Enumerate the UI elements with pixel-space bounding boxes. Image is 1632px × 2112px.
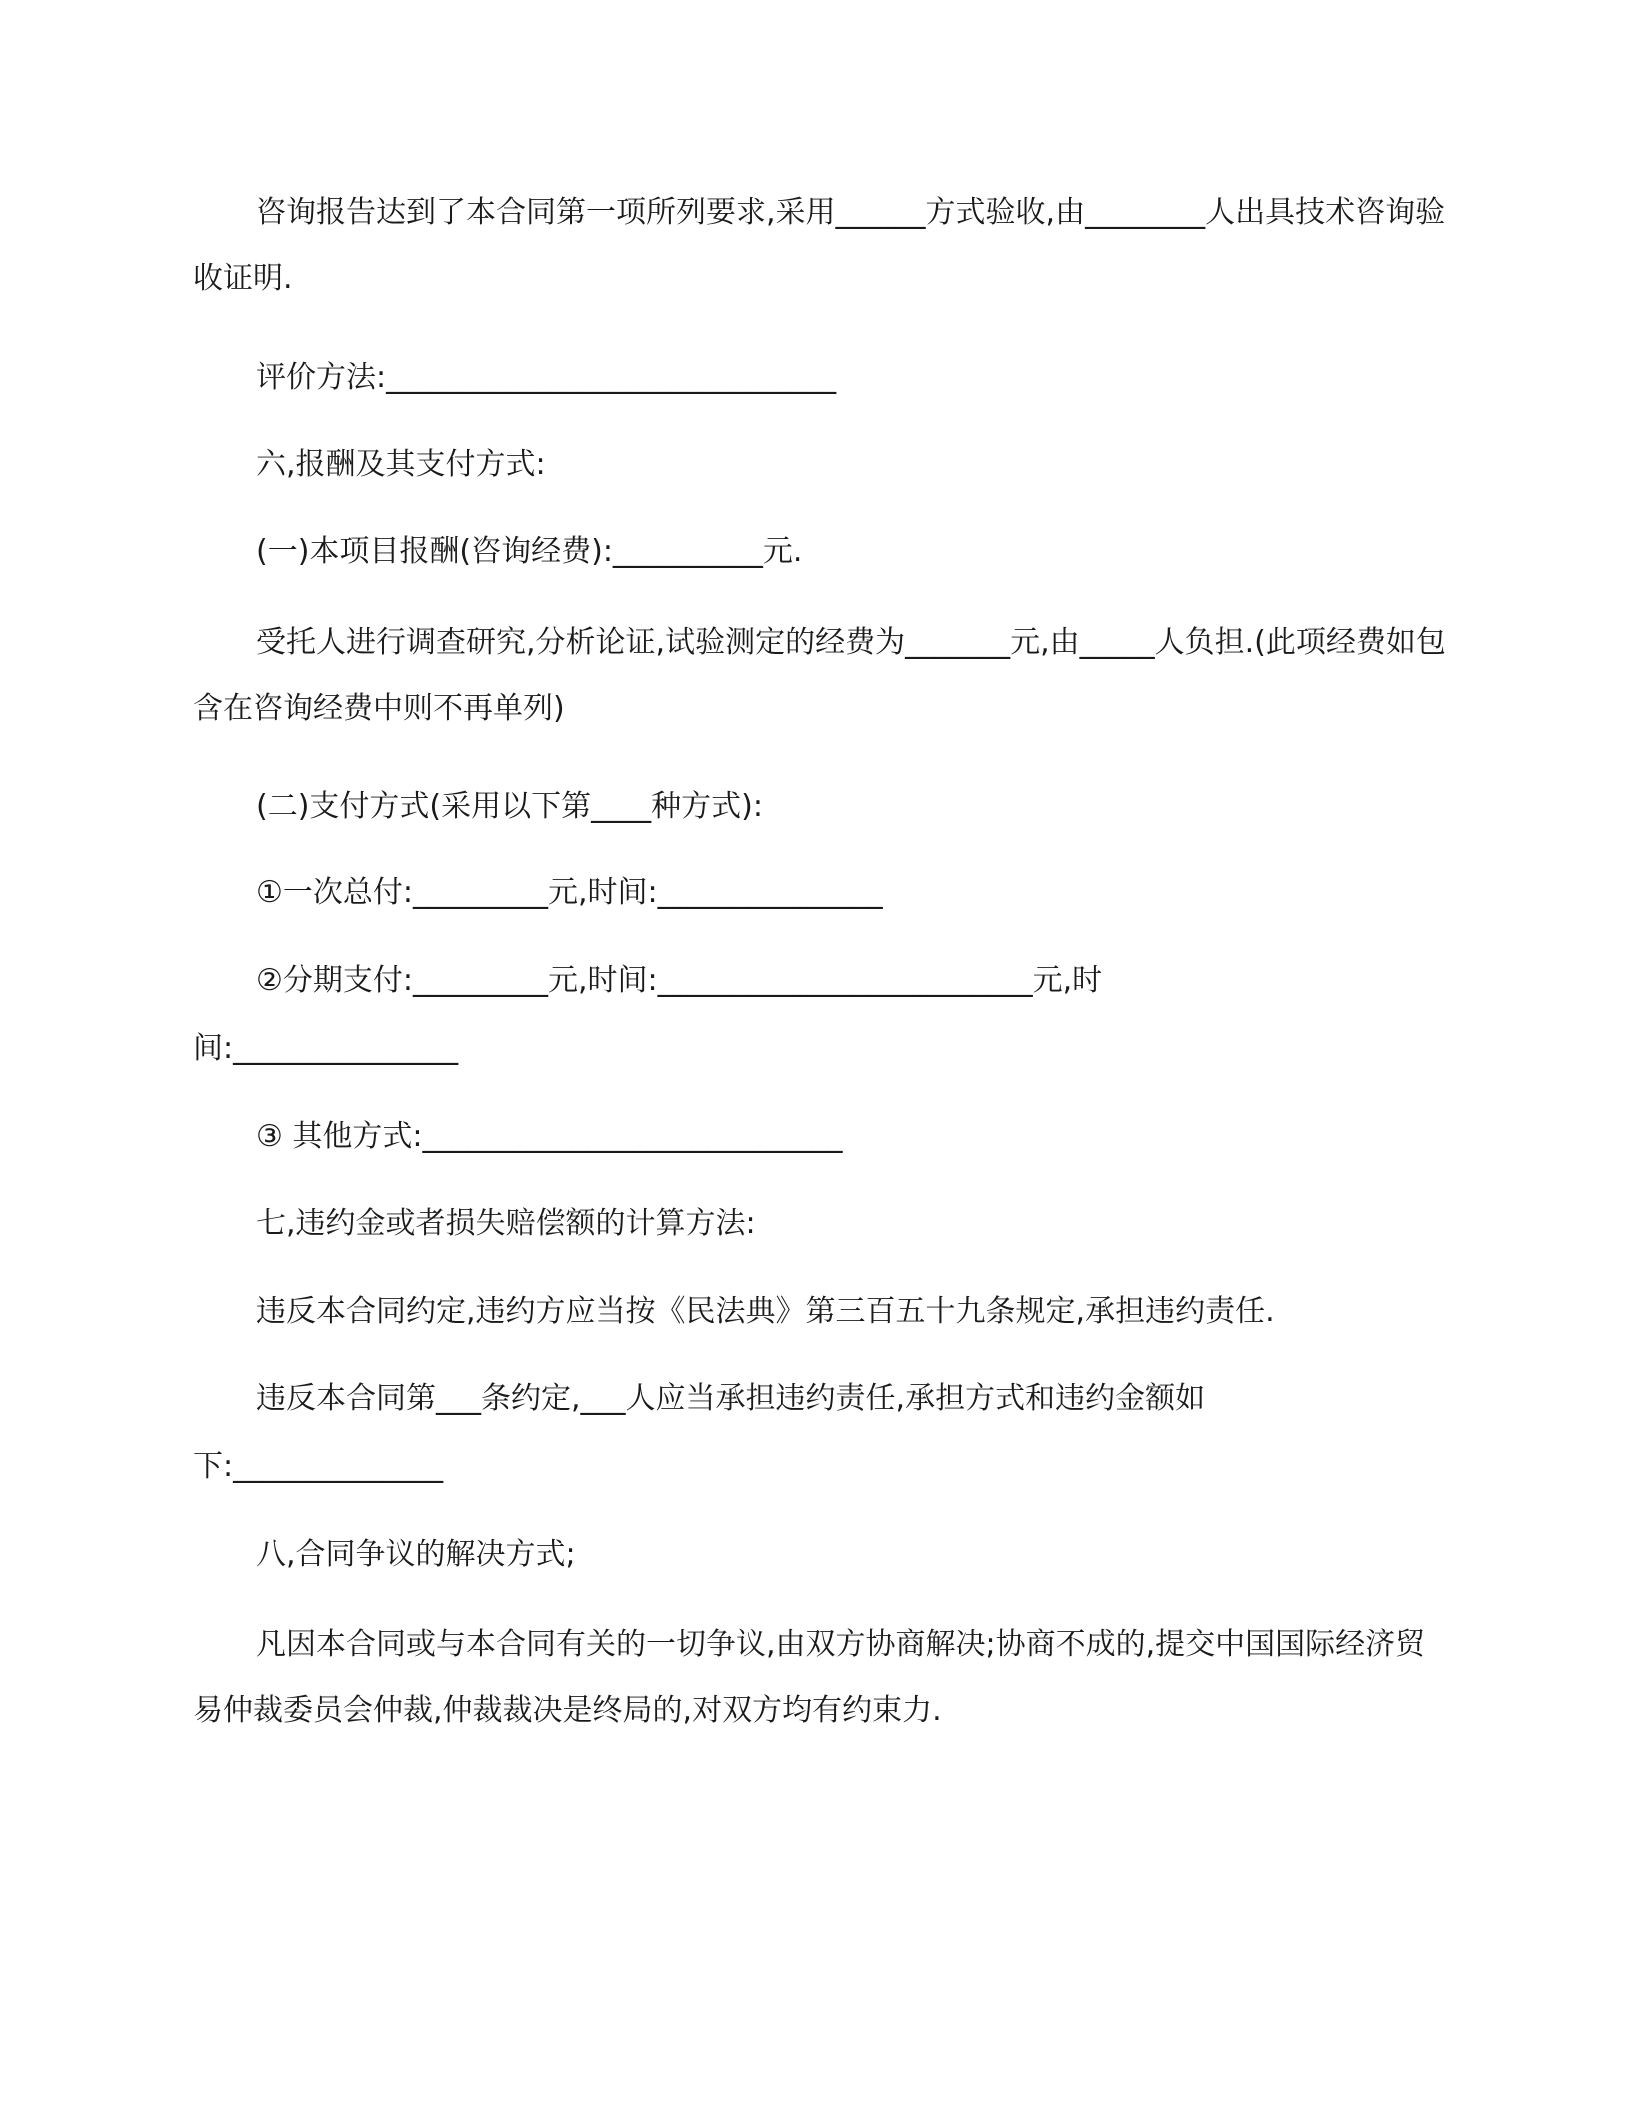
paragraph-civil-code-liability: 违反本合同约定,违约方应当按《民法典》第三百五十九条规定,承担违约责任. <box>256 1294 1275 1329</box>
paragraph-research-expenses: 受托人进行调查研究,分析论证,试验测定的经费为_______元,由_____人负担.(此项经费如包含在咨询经费中则不再单列) <box>193 625 1446 726</box>
paragraph-arbitration: 凡因本合同或与本合同有关的一切争议,由双方协商解决;协商不成的,提交中国国际经济贸易仲裁委员会仲裁,仲裁裁决是终局的,对双方均有约束力. <box>193 1627 1426 1728</box>
paragraph-installment-payment-line2: 间:_______________ <box>193 1031 459 1066</box>
paragraph-payment-method: (二)支付方式(采用以下第____种方式): <box>256 789 763 824</box>
paragraph-evaluation-method: 评价方法:______________________________ <box>256 360 837 395</box>
paragraph-lump-sum-payment: ①一次总付:_________元,时间:_______________ <box>256 875 883 910</box>
paragraph-breach-clause-line2: 下:______________ <box>193 1449 444 1484</box>
paragraph-other-payment: ③ 其他方式:____________________________ <box>256 1119 843 1154</box>
section-heading-remuneration: 六,报酬及其支付方式: <box>256 447 546 482</box>
paragraph-acceptance: 咨询报告达到了本合同第一项所列要求,采用______方式验收,由________人出具技术咨询验收证明. <box>193 195 1446 296</box>
paragraph-installment-payment-line1: ②分期支付:_________元,时间:_________________________元,时 <box>256 963 1103 998</box>
section-heading-liquidated-damages: 七,违约金或者损失赔偿额的计算方法: <box>256 1206 756 1241</box>
paragraph-project-remuneration: (一)本项目报酬(咨询经费):__________元. <box>256 534 803 569</box>
paragraph-breach-clause-line1: 违反本合同第___条约定,___人应当承担违约责任,承担方式和违约金额如 <box>256 1381 1206 1416</box>
section-heading-dispute-resolution: 八,合同争议的解决方式; <box>256 1537 576 1572</box>
